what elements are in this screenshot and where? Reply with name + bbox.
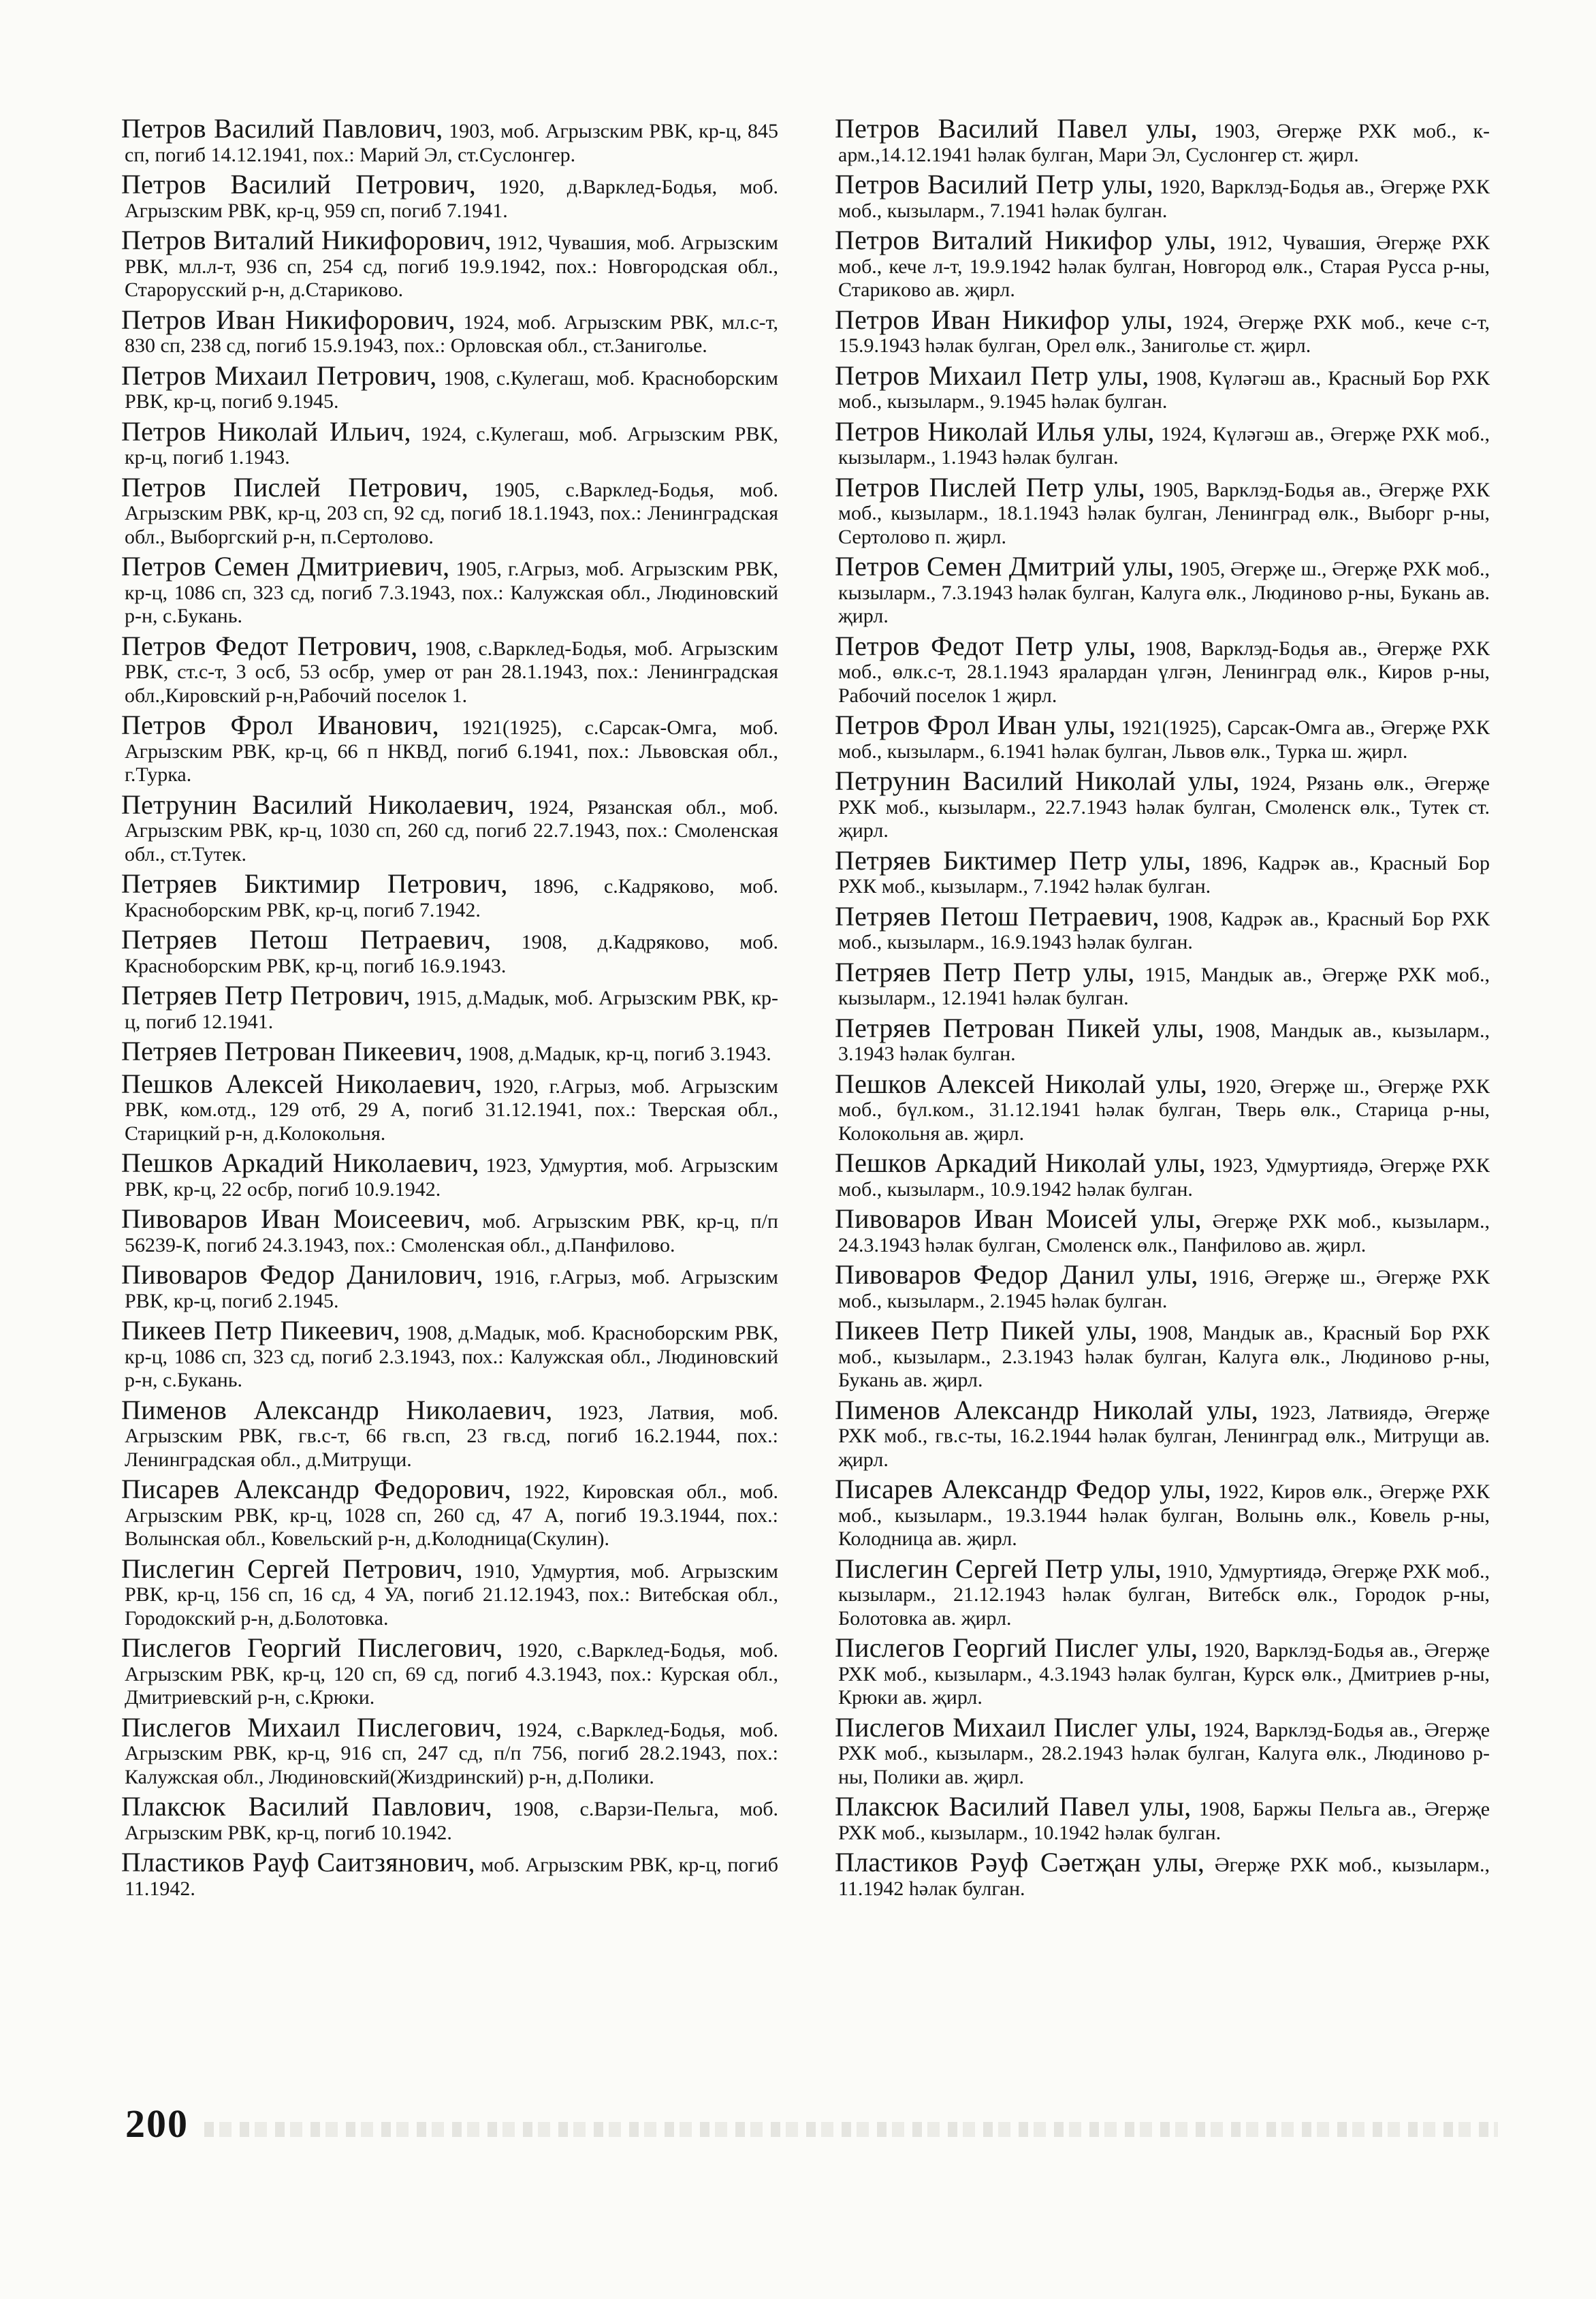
entry-name: Петряев Петош Петраевич, [121, 924, 492, 955]
entry-name: Пивоваров Федор Данил улы, [835, 1259, 1198, 1290]
entry-details: 1908, Күләгәш ав., Красный Бор РХК моб., кызыларм., 9.1945 һәлак булган. [838, 366, 1490, 413]
entry-details: моб. Агрызским РВК, кр-ц, п/п 56239-К, погиб 24.3.1943, пох.: Смоленская обл., д.Панфилово. [125, 1210, 778, 1256]
entry [121, 360, 778, 414]
entry [121, 304, 778, 358]
entry-name: Петров Василий Павел улы, [835, 113, 1198, 144]
right-column-tatar [835, 113, 1490, 1907]
entry [121, 1394, 778, 1472]
entry-name: Петров Федот Петрович, [121, 630, 418, 661]
entry-name: Пислегин Сергей Петрович, [121, 1553, 463, 1584]
entry-details: 1916, Әгерҗе ш., Әгерҗе РХК моб., кызыларм., 2.1945 һәлак булган. [838, 1266, 1490, 1312]
entry-name: Пислегов Георгий Пислег улы, [835, 1632, 1198, 1663]
entry [835, 360, 1490, 414]
entry-details: 1910, Удмуртиядә, Әгерҗе РХК моб., кызыларм., 21.12.1943 һәлак булган, Витебск өлк., Городок р-ны, Болотовка ав. җирл. [838, 1559, 1490, 1630]
entry [121, 1203, 778, 1257]
entry [121, 1711, 779, 1790]
entry-details: 1896, с.Кадряково, моб. Красноборским РВК, кр-ц, погиб 7.1942. [125, 875, 778, 921]
entry-name: Петров Василий Павлович, [121, 113, 443, 144]
entry-details: 1924, Әгерҗе РХК моб., кече с-т, 15.9.1943 һәлак булган, Орел өлк., Заниголье ст. җирл. [838, 311, 1490, 357]
entry-details: 1908, Варклэд-Бодья ав., Әгерҗе РХК моб., өлк.с-т, 28.1.1943 яралардан үлгән, Ленинград өлк., Киров р-ны, Рабочий поселок 1 җирл. [838, 637, 1490, 707]
entry [835, 1315, 1490, 1393]
entry [835, 1012, 1490, 1066]
entry-name: Пластиков Рауф Саитзянович, [121, 1847, 475, 1877]
entry-details: 1908, д.Мадык, кр-ц, погиб 3.1943. [462, 1043, 771, 1065]
entry-details: 1923, Латвиядә, Әгерҗе РХК моб., гв.с-ты, 16.2.1944 һәлак булган, Ленинград өлк., Митрущи ав. җирл. [838, 1401, 1490, 1471]
entry-details: 1908, с.Варклед-Бодья, моб. Агрызским РВК, ст.с-т, 3 осб, 53 осбр, умер от ран 28.1.1943, пох.: Ленинградская обл.,Кировский р-н,Рабочий поселок 1. [125, 637, 778, 707]
entry-name: Петров Михаил Петрович, [121, 360, 437, 391]
entry-name: Пислегин Сергей Петр улы, [835, 1553, 1162, 1584]
entry-details: 1910, Удмуртия, моб. Агрызским РВК, кр-ц, 156 сп, 16 сд, 4 УА, погиб 21.12.1943, пох.: Витебская обл., Городокский р-н, д.Болотовка. [125, 1559, 778, 1630]
entry-details: 1912, Чувашия, моб. Агрызским РВК, мл.л-т, 936 сп, 254 сд, погиб 19.9.1942, пох.: Новгородская обл., Старорусский р-н, д.Старикoво. [125, 232, 778, 301]
entry-name: Петров Семен Дмитрий улы, [835, 551, 1175, 582]
entry [835, 415, 1490, 470]
entry [835, 630, 1490, 708]
entry-name: Петров Семен Дмитриевич, [121, 551, 450, 582]
entry-name: Писарев Александр Федорович, [121, 1474, 511, 1504]
entry-name: Петров Николай Илья улы, [835, 415, 1155, 447]
entry [121, 1036, 778, 1066]
entry [835, 844, 1490, 899]
entry [121, 924, 778, 978]
entry-name: Пешков Аркадий Николаевич, [121, 1147, 479, 1178]
entry [121, 868, 778, 922]
entry-details: 1915, Мандык ав., Әгерҗе РХК моб., кызыларм., 12.1941 һәлак булган. [838, 963, 1490, 1009]
entry-details: 1908, Мандык ав., кызыларм., 3.1943 һәлак булган. [838, 1019, 1490, 1065]
entry [835, 1847, 1490, 1901]
entry [835, 1259, 1490, 1313]
entry-details: 1920, с.Варклед-Бодья, моб. Агрызским РВК, кр-ц, 120 сп, 69 сд, погиб 4.3.1943, пох.: Курская обл., Дмитриевский р-н, с.Крюки. [125, 1639, 779, 1709]
entry [121, 1474, 778, 1551]
entry-name: Плаксюк Василий Павлович, [121, 1791, 492, 1822]
entry-name: Петров Виталий Никифор улы, [835, 225, 1217, 255]
entry [835, 1553, 1490, 1631]
entry-details: 1915, д.Мадык, моб. Агрызским РВК, кр-ц, погиб 12.1941. [125, 987, 778, 1033]
entry-details: моб. Агрызским РВК, кр-ц, погиб 11.1942. [125, 1854, 778, 1900]
entry-details: 1905, г.Агрыз, моб. Агрызским РВК, кр-ц, 1086 сп, 323 сд, погиб 7.3.1943, пох.: Калужская обл., Людиновский р-н, с.Букань. [125, 558, 779, 627]
entry-name: Пислегов Михаил Пислег улы, [835, 1711, 1198, 1743]
entry-name: Петров Василий Петр улы, [835, 169, 1153, 200]
entry-name: Пивоваров Иван Моисей улы, [835, 1203, 1202, 1234]
entry [121, 471, 778, 550]
entry-details: 1905, Әгерҗе ш., Әгерҗе РХК моб., кызыларм., 7.3.1943 һәлак булган, Калуга өлк., Людиново р-ны, Букань ав. җирл. [838, 558, 1490, 627]
entry-name: Петров Виталий Никифорович, [121, 225, 492, 255]
entry-details: 1920, д.Варклед-Бодья, моб. Агрызским РВК, кр-ц, 959 сп, погиб 7.1941. [125, 176, 779, 222]
entry-details: 1923, Удмуртиядә, Әгерҗе РХК моб., кызыларм., 10.9.1942 һәлак булган. [838, 1154, 1490, 1201]
entry-name: Петряев Биктимир Петрович, [121, 868, 508, 899]
entry-details: 1924, Күләгәш ав., Әгерҗе РХК моб., кызыларм., 1.1943 һәлак булган. [838, 422, 1490, 469]
entry-name: Петряев Петрован Пикей улы, [835, 1012, 1204, 1043]
entry-name: Петров Фрол Иванович, [121, 710, 439, 740]
entry [121, 1791, 778, 1845]
footer-smudge [204, 2122, 1498, 2137]
entry-details: 1923, Латвия, моб. Агрызским РВК, гв.с-т, 66 гв.сп, 23 гв.сд, погиб 16.2.1944, пох.: Ленинградская обл., д.Митрущи. [125, 1401, 778, 1471]
entry [121, 1632, 779, 1710]
entry-details: 1921(1925), с.Сарсак-Омга, моб. Агрызским РВК, кр-ц, 66 п НКВД, погиб 6.1941, пох.: Львовская обл., г.Турка. [125, 716, 778, 786]
entry [835, 1632, 1490, 1710]
entry-details: 1908, д.Кадряково, моб. Красноборским РВК, кр-ц, погиб 16.9.1943. [125, 931, 778, 977]
entry-details: 1924, Рязань өлк., Әгерҗе РХК моб., кызыларм., 22.7.1943 һәлак булган, Смоленск өлк., Тутек ст. җирл. [838, 772, 1490, 842]
entry-name: Пикеев Петр Пикеевич, [121, 1315, 400, 1346]
entry [121, 1315, 778, 1393]
entry-name: Пешков Алексей Николай улы, [835, 1068, 1208, 1099]
entry-details: 1908, Баржы Пельга ав., Әгерҗе РХК моб., кызыларм., 10.1942 һәлак булган. [838, 1798, 1490, 1844]
entry-name: Петряев Биктимер Петр улы, [835, 844, 1192, 876]
entry-details: 1922, Киров өлк., Әгерҗе РХК моб., кызыларм., 19.3.1944 һәлак булган, Волынь өлк., Ковель р-ны, Колодница ав. җирл. [838, 1480, 1490, 1550]
entry [835, 765, 1490, 843]
entry-details: 1920, Әгерҗе ш., Әгерҗе РХК моб., бүл.ком., 31.12.1941 һәлак булган, Тверь өлк., Старица р-ны, Колокольня ав. җирл. [838, 1075, 1490, 1145]
entry-name: Петрунин Василий Николай улы, [835, 765, 1240, 796]
entry-name: Петров Василий Петрович, [121, 169, 476, 200]
entry [835, 471, 1490, 550]
entry [835, 900, 1490, 955]
entry [835, 956, 1490, 1011]
page-number: 200 [125, 2102, 189, 2146]
left-column-russian [121, 113, 779, 1907]
entry [121, 789, 778, 867]
entry-name: Пислегов Михаил Пислегович, [121, 1711, 502, 1743]
entry [121, 710, 778, 787]
entry [121, 630, 778, 708]
entry [121, 1847, 778, 1901]
entry [121, 225, 778, 302]
entry-name: Пластиков Рәуф Сәетҗан улы, [835, 1847, 1205, 1877]
entry [835, 1711, 1490, 1790]
entry [121, 1147, 778, 1201]
entry-details: 1905, Варклэд-Бодья ав., Әгерҗе РХК моб., кызыларм., 18.1.1943 һәлак булган, Ленинград өлк., Выборг р-ны, Сертолово п. җирл. [838, 478, 1490, 548]
entry [835, 1147, 1490, 1201]
entry-details: 1924, с.Кулегаш, моб. Агрызским РВК, кр-ц, погиб 1.1943. [125, 422, 778, 469]
entry-name: Пименов Александр Николай улы, [835, 1394, 1258, 1425]
entry-name: Петров Иван Никифор улы, [835, 304, 1173, 335]
entry-name: Петров Пислей Петр улы, [835, 471, 1145, 503]
entry-details: 1905, с.Варклед-Бодья, моб. Агрызским РВК, кр-ц, 203 сп, 92 сд, погиб 18.1.1943, пох.: Ленинградская обл., Выборгский р-н, п.Сертолово. [125, 478, 778, 548]
entry [121, 551, 779, 629]
entry-name: Пикеев Петр Пикей улы, [835, 1315, 1138, 1346]
entry-name: Петров Фрол Иван улы, [835, 710, 1116, 740]
entry-name: Петрунин Василий Николаевич, [121, 789, 515, 820]
entry-name: Пешков Алексей Николаевич, [121, 1068, 483, 1099]
entry [835, 1394, 1490, 1472]
entry-details: 1920, Варклэд-Бодья ав., Әгерҗе РХК моб., кызыларм., 4.3.1943 һәлак булган, Курск өлк., Дмитриев р-ны, Крюки ав. җирл. [838, 1639, 1490, 1709]
entry [121, 1068, 778, 1146]
entry [835, 710, 1490, 763]
entry [121, 113, 778, 167]
entry-name: Петров Николай Ильич, [121, 415, 411, 447]
entry-details: 1924, моб. Агрызским РВК, мл.с-т, 830 сп, 238 сд, погиб 15.9.1943, пох.: Орловская обл., ст.Заниголье. [125, 311, 778, 357]
entry [835, 1203, 1490, 1257]
entry-details: Әгерҗе РХК моб., кызыларм., 11.1942 һәлак булган. [838, 1854, 1490, 1900]
entry [835, 1791, 1490, 1845]
entry-details: 1896, Кадрәк ав., Красный Бор РХК моб., кызыларм., 7.1942 һәлак булган. [838, 851, 1490, 898]
entry-name: Пивоваров Федор Данилович, [121, 1259, 483, 1290]
entry-details: 1924, Варклэд-Бодья ав., Әгерҗе РХК моб., кызыларм., 28.2.1943 һәлак булган, Калуга өлк., Людиново р-ны, Полики ав. җирл. [838, 1718, 1490, 1788]
entry [121, 980, 778, 1034]
entry-details: 1903, Әгерҗе РХК моб., к-арм.,14.12.1941 һәлак булган, Мари Эл, Суслонгер ст. җирл. [838, 120, 1490, 166]
entry [121, 1259, 778, 1313]
entry-details: 1908, с.Варзи-Пельга, моб. Агрызским РВК, кр-ц, погиб 10.1942. [125, 1798, 778, 1844]
entry-details: 1922, Кировская обл., моб. Агрызским РВК, кр-ц, 1028 сп, 260 сд, 47 А, погиб 19.3.1944, пох.: Волынская обл., Ковельский р-н, д.Колодница(Скулин). [125, 1480, 778, 1550]
entry [835, 304, 1490, 358]
entry-name: Петряев Петр Петр улы, [835, 956, 1135, 987]
entry-name: Петряев Петр Петрович, [121, 980, 411, 1011]
entry-details: 1908, Кадрәк ав., Красный Бор РХК моб., кызыларм., 16.9.1943 һәлак булган. [838, 907, 1490, 953]
entry-name: Пислегов Георгий Пислегович, [121, 1632, 503, 1663]
entry [835, 1068, 1490, 1146]
entry [121, 1553, 778, 1631]
entry-details: Әгерҗе РХК моб., кызыларм., 24.3.1943 һәлак булган, Смоленск өлк., Панфилово ав. җирл. [838, 1210, 1490, 1256]
entry-details: 1923, Удмуртия, моб. Агрызским РВК, кр-ц, 22 осбр, погиб 10.9.1942. [125, 1154, 778, 1201]
entry [835, 225, 1490, 302]
entry [121, 169, 779, 223]
entry-name: Писарев Александр Федор улы, [835, 1474, 1211, 1504]
entry-details: 1908, д.Мадык, моб. Красноборским РВК, кр-ц, 1086 сп, 323 сд, погиб 2.3.1943, пох.: Калужская обл., Людиновский р-н, с.Букань. [125, 1322, 778, 1391]
entry-details: 1924, Рязанская обл., моб. Агрызским РВК, кр-ц, 1030 сп, 260 сд, погиб 22.7.1943, пох.: Смоленская обл., ст.Тутек. [125, 795, 778, 866]
entry [835, 1474, 1490, 1551]
entry-details: 1916, г.Агрыз, моб. Агрызским РВК, кр-ц, погиб 2.1945. [125, 1266, 778, 1312]
entry-name: Плаксюк Василий Павел улы, [835, 1791, 1192, 1822]
entry [835, 169, 1490, 223]
entry-details: 1908, Мандык ав., Красный Бор РХК моб., кызыларм., 2.3.1943 һәлак булган, Калуга өлк., Людиново р-ны, Букань ав. җирл. [838, 1322, 1490, 1391]
entry-name: Пивоваров Иван Моисеевич, [121, 1203, 471, 1234]
entry-details: 1912, Чувашия, Әгерҗе РХК моб., кече л-т, 19.9.1942 һәлак булган, Новгород өлк., Старая Русса р-ны, Старикoво ав. җирл. [838, 232, 1490, 301]
entry-details: 1908, с.Кулегаш, моб. Красноборским РВК, кр-ц, погиб 9.1945. [125, 366, 778, 413]
entry-name: Петряев Петош Петраевич, [835, 900, 1160, 932]
entry-details: 1921(1925), Сарсак-Омга ав., Әгерҗе РХК моб., кызыларм., 6.1941 һәлак булган, Львов өлк., Турка ш. җирл. [838, 716, 1490, 763]
entry [835, 551, 1490, 629]
entry-details: 1920, Варклэд-Бодья ав., Әгерҗе РХК моб., кызыларм., 7.1941 һәлак булган. [838, 176, 1490, 222]
entry [835, 113, 1490, 167]
entry-name: Петров Пислей Петрович, [121, 471, 469, 503]
entry-name: Пименов Александр Николаевич, [121, 1394, 553, 1425]
entry-name: Петров Михаил Петр улы, [835, 360, 1149, 391]
entry-details: 1903, моб. Агрызским РВК, кр-ц, 845 сп, погиб 14.12.1941, пох.: Марий Эл, ст.Суслонгер. [125, 120, 778, 166]
entry-details: 1924, с.Варклед-Бодья, моб. Агрызским РВК, кр-ц, 916 сп, 247 сд, п/п 756, погиб 28.2.1943, пох.: Калужская обл., Людиновский(Жиздринский) р-н, д.Полики. [125, 1718, 779, 1788]
entry-details: 1920, г.Агрыз, моб. Агрызским РВК, ком.отд., 129 отб, 29 А, погиб 31.12.1941, пох.: Тверская обл., Старицкий р-н, д.Колокольня. [125, 1075, 778, 1145]
entry-name: Петряев Петрован Пикеевич, [121, 1036, 463, 1066]
entry-name: Пешков Аркадий Николай улы, [835, 1147, 1206, 1178]
entry [121, 415, 778, 470]
entry-name: Петров Иван Никифорович, [121, 304, 456, 335]
entry-name: Петров Федот Петр улы, [835, 630, 1136, 661]
